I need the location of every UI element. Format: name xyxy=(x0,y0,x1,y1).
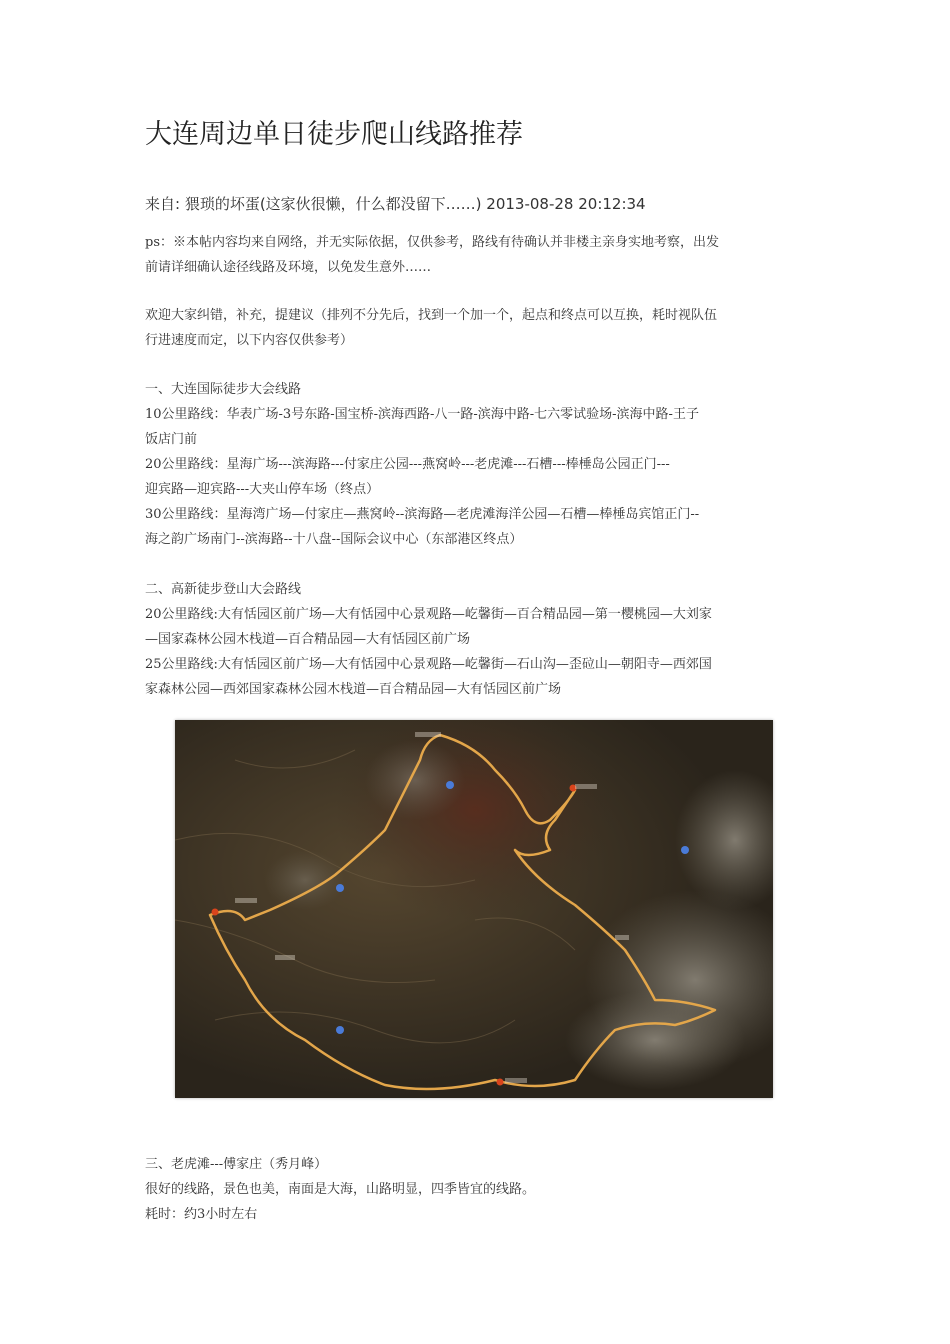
text-line: 海之韵广场南门--滨海路--十八盘--国际会议中心（东部港区终点） xyxy=(145,532,523,547)
town-area xyxy=(365,740,465,820)
text-line: ps：※本帖内容均来自网络，并无实际依据，仅供参考，路线有待确认并非楼主亲身实地考察，出发 xyxy=(145,235,719,250)
text-line: 欢迎大家纠错，补充，提建议（排列不分先后，找到一个加一个，起点和终点可以互换，耗时视队伍 xyxy=(145,308,718,323)
text-line: 10公里路线：华表广场-3号东路-国宝桥-滨海西路-八一路-滨海中路-七六零试验场-滨海中路-王子 xyxy=(145,407,699,422)
article-title: 大连周边单日徒步爬山线路推荐 xyxy=(145,119,523,150)
text-line: 迎宾路—迎宾路---大夹山停车场（终点） xyxy=(145,482,380,497)
text-line: 30公里路线：星海湾广场—付家庄—燕窝岭--滨海路—老虎滩海洋公园—石槽—棒棰岛宾馆正门-- xyxy=(145,507,700,522)
location-marker-icon xyxy=(681,846,689,854)
text-line: —国家森林公园木栈道—百合精品园—大有恬园区前广场 xyxy=(145,632,471,647)
start-point-icon xyxy=(212,909,219,916)
article-meta: 来自: 猥琐的坏蛋(这家伙很懒，什么都没留下……) 2013-08-28 20:12:34 xyxy=(145,195,646,213)
text-line: 前请详细确认途径线路及环境，以免发生意外…… xyxy=(145,260,432,275)
section-heading: 三、老虎滩---傅家庄（秀月峰） xyxy=(145,1157,328,1172)
town-area xyxy=(265,850,345,910)
text-line: 耗时：约3小时左右 xyxy=(145,1207,258,1222)
text-line: 很好的线路，景色也美，南面是大海，山路明显，四季皆宜的线路。 xyxy=(145,1182,536,1197)
text-line: 20公里路线:大有恬园区前广场—大有恬园中心景观路—屹馨街—百合精品园—第一樱桃园—大刘家 xyxy=(145,607,712,622)
town-area xyxy=(565,990,745,1090)
section-3 xyxy=(145,1152,810,1227)
route-satellite-map xyxy=(175,720,773,1098)
section-2 xyxy=(145,577,810,702)
text-line: 饭店门前 xyxy=(145,432,198,447)
text-line: 家森林公园—西郊国家森林公园木栈道—百合精品园—大有恬园区前广场 xyxy=(145,682,562,697)
welcome-paragraph xyxy=(145,303,810,353)
location-marker-icon xyxy=(336,884,344,892)
location-marker-icon xyxy=(446,781,454,789)
section-heading: 二、高新徒步登山大会路线 xyxy=(145,582,302,597)
text-line: 行进速度而定，以下内容仅供参考） xyxy=(145,333,354,348)
section-heading: 一、大连国际徒步大会线路 xyxy=(145,382,302,397)
disclaimer-paragraph xyxy=(145,230,810,280)
text-line: 25公里路线:大有恬园区前广场—大有恬园中心景观路—屹馨街—石山沟—歪砬山—朝阳寺—西郊国 xyxy=(145,657,712,672)
text-line: 20公里路线：星海广场---滨海路---付家庄公园---燕窝岭---老虎滩---石槽---棒棰岛公园正门--- xyxy=(145,457,670,472)
waypoint-icon xyxy=(497,1079,504,1086)
section-1 xyxy=(145,377,810,552)
map-graphic xyxy=(175,720,773,1098)
location-marker-icon xyxy=(336,1026,344,1034)
